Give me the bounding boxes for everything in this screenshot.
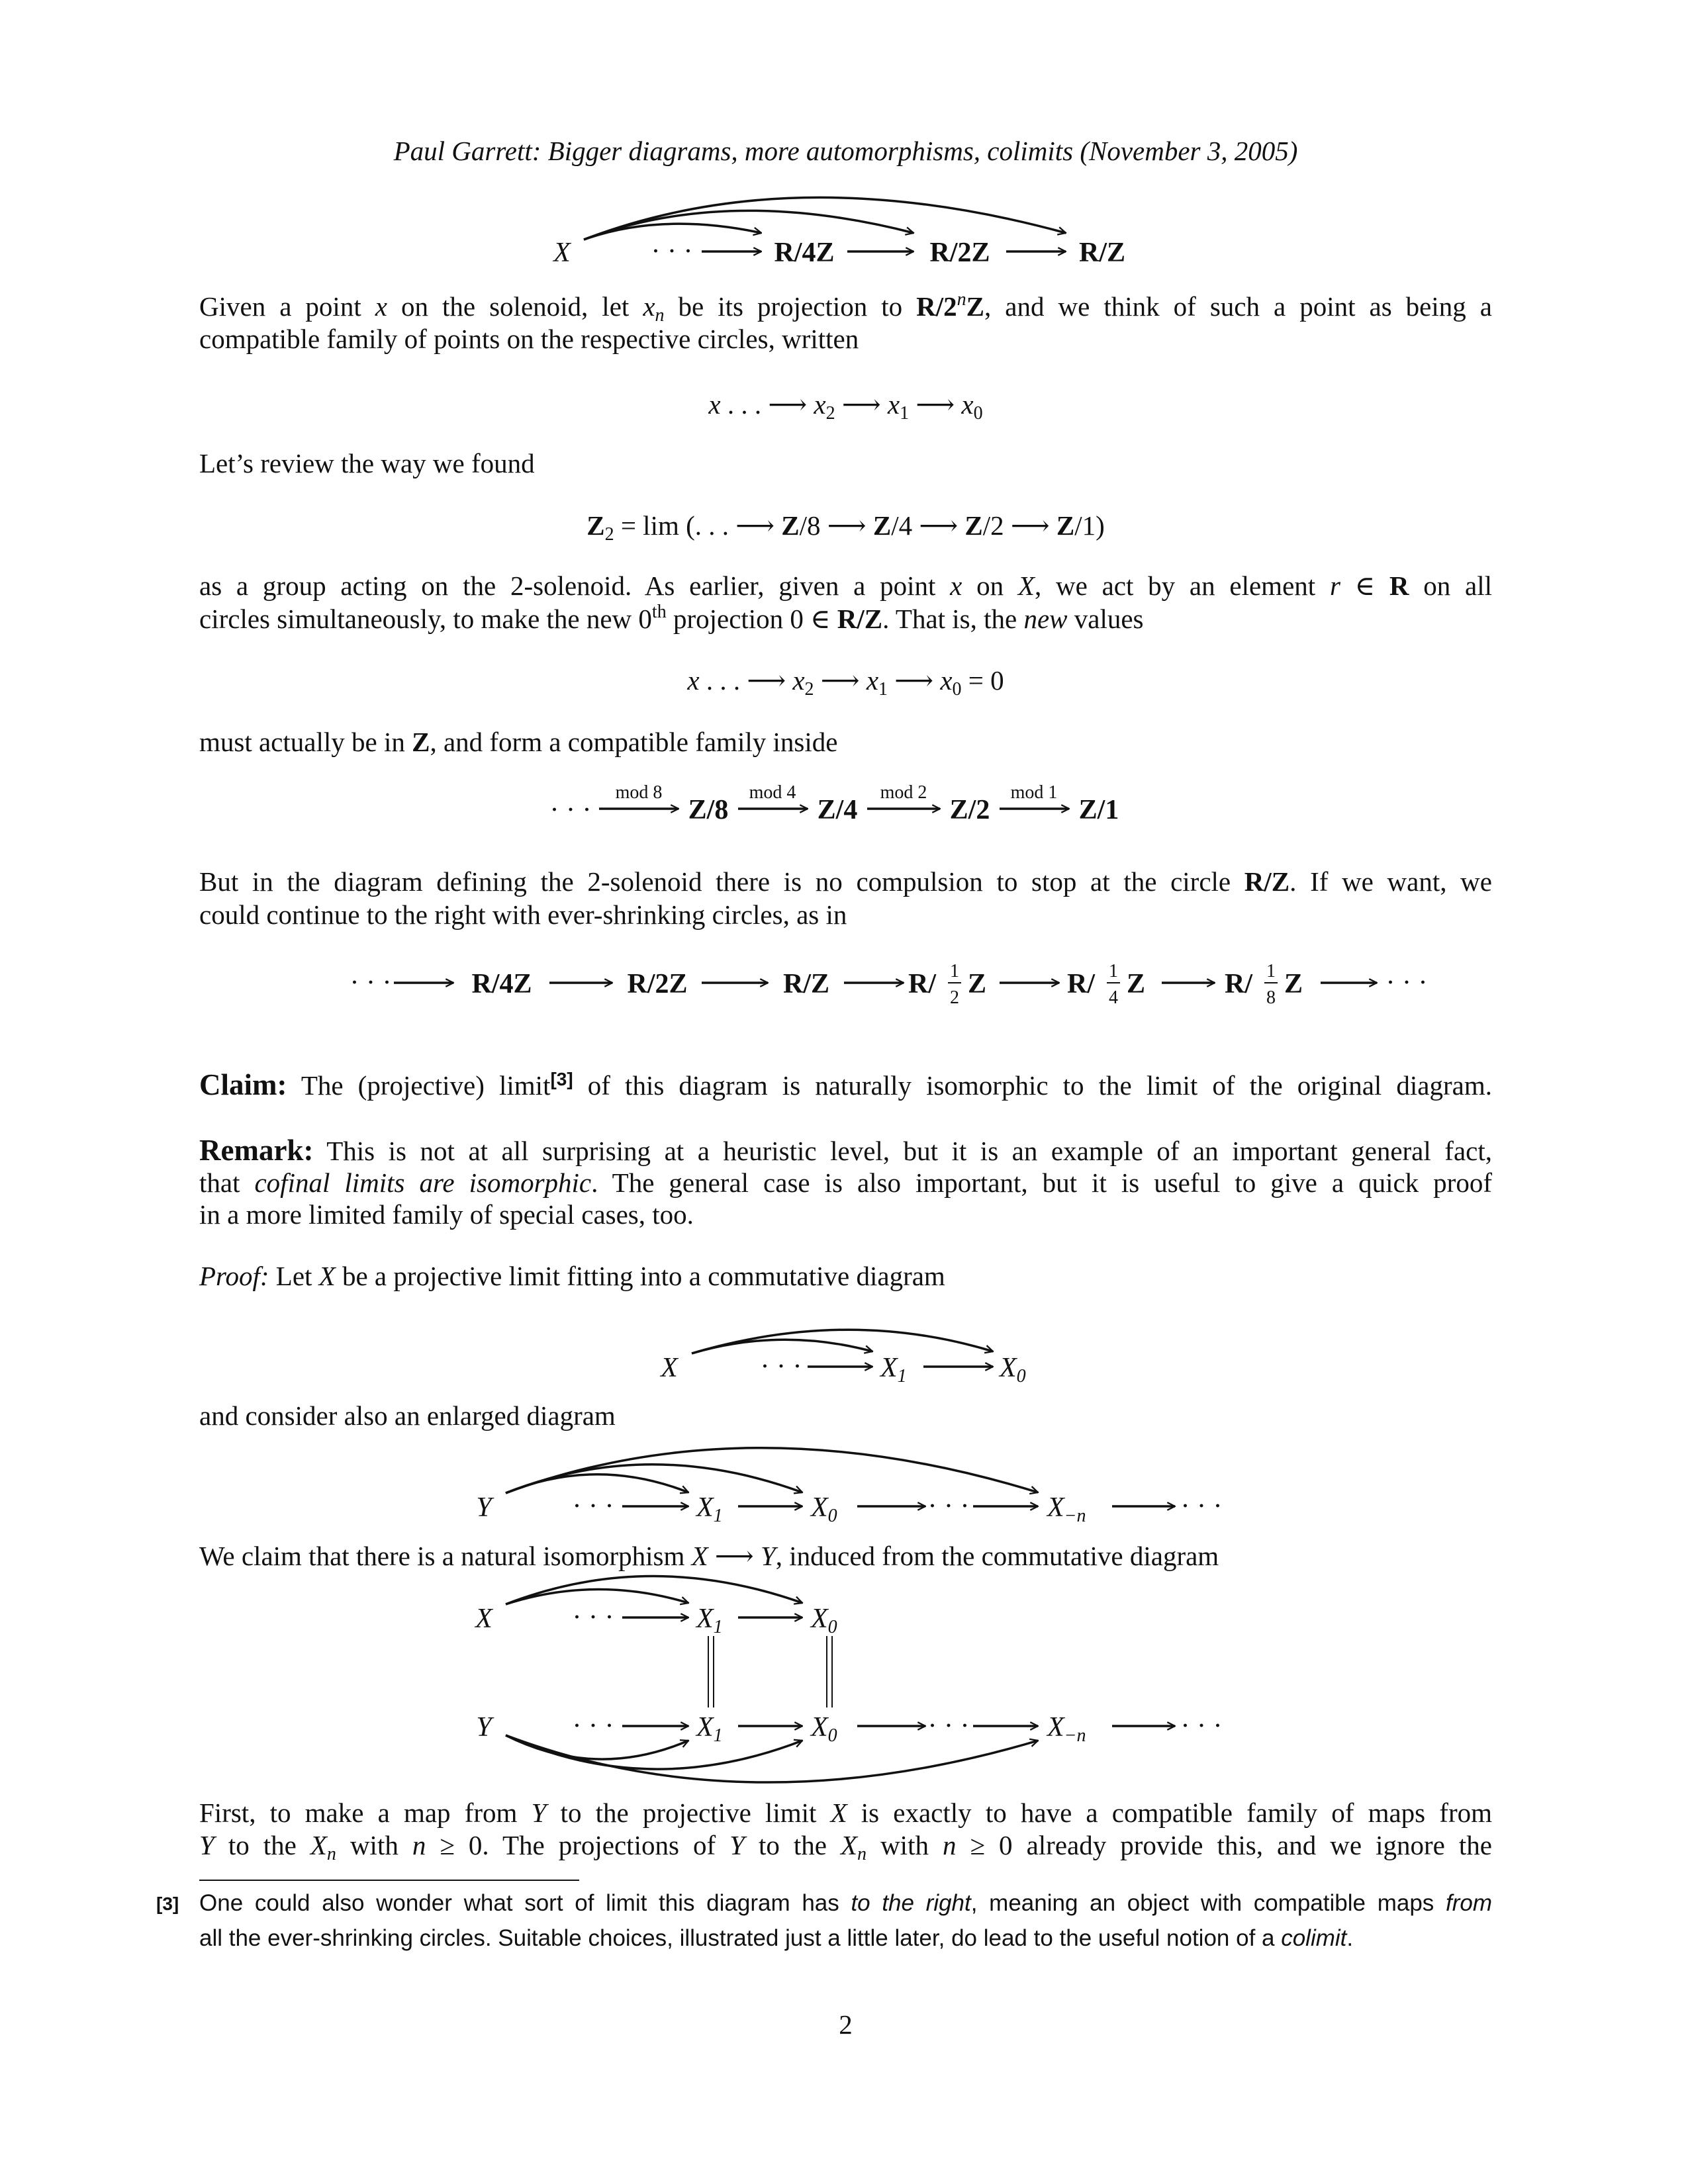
text-span: X (310, 1830, 327, 1860)
frac-num: 1 (1109, 961, 1118, 981)
text-span: The (projective) limit (287, 1070, 551, 1101)
text-span: R/2 (916, 291, 957, 322)
node-post: Z (1284, 969, 1303, 999)
text-span: Claim: (199, 1068, 287, 1101)
text-span: We claim that there is a natural isomorphism (199, 1541, 692, 1571)
text-span: ⟶ (835, 389, 888, 420)
text-span: in a more limited family of special cases, too. (199, 1199, 694, 1230)
dots: · · · (1180, 1491, 1223, 1522)
text-span: /4 ⟶ (891, 510, 965, 541)
text-span: Let (269, 1261, 319, 1291)
node-X1: X1 (696, 1492, 723, 1526)
text-span: n (412, 1830, 426, 1860)
footnote-reference[interactable]: [3] (550, 1069, 573, 1089)
text-span: x (950, 570, 962, 601)
text-span: from (1445, 1890, 1492, 1916)
arrow-label: mod 8 (615, 782, 663, 803)
node-pre: R/ (908, 969, 936, 999)
node-X0: X0 (1000, 1353, 1026, 1387)
text-span: . (1346, 1925, 1354, 1951)
text-span: . That is, the (882, 604, 1024, 634)
text-span: n (655, 305, 665, 326)
node-X: X (661, 1353, 678, 1383)
text-span: on (962, 570, 1018, 601)
text-span: 1 (878, 679, 888, 700)
text-span: and consider also an enlarged diagram (199, 1400, 616, 1431)
proof-diagram-arrows (692, 1330, 993, 1367)
text-span: First, to make a map from (199, 1797, 532, 1828)
frac-node (1067, 961, 1145, 1008)
text-span: x (961, 389, 974, 420)
text-span: Z (964, 510, 983, 541)
text-span: /1) (1074, 510, 1105, 541)
text-span: be a projective limit fitting into a commutative diagram (335, 1261, 945, 1291)
text-span: x (940, 665, 953, 696)
text-span: 1 (900, 403, 910, 424)
node: Z/1 (1078, 795, 1119, 825)
text-span: values (1067, 604, 1144, 634)
text-span: ⟶ (888, 665, 941, 696)
text-span: = 0 (961, 665, 1004, 696)
text-span: , induced from the commutative diagram (775, 1541, 1219, 1571)
text-span: with (336, 1830, 412, 1860)
text-span: X (830, 1797, 847, 1828)
text-span: to the projective limit (546, 1797, 831, 1828)
text-span: ⟶ (814, 665, 867, 696)
node: Z/8 (688, 795, 729, 825)
text-span: to the right (851, 1890, 971, 1916)
node-X: X (553, 238, 571, 268)
text-span: x (887, 389, 900, 420)
text-span: compatible family of points on the respective circles, written (199, 324, 859, 354)
frac-node (908, 961, 986, 1008)
node-post: Z (968, 969, 987, 999)
node: Z/2 (949, 795, 990, 825)
text-span: . The general case is also important, but it is useful to give a quick proof (591, 1167, 1492, 1198)
text-span: of this diagram is naturally isomorphic to the limit of the original diagram. (573, 1070, 1493, 1101)
text-span: , and we think of such a point as being a (984, 291, 1492, 322)
text-span: . . . ⟶ (720, 389, 814, 420)
text-span: Y (531, 1797, 547, 1828)
text-span: colimit (1281, 1925, 1347, 1951)
dots: · · · (651, 236, 693, 267)
text-span: new (1023, 604, 1068, 634)
text-span: Remark: (199, 1134, 314, 1167)
text-span: n (857, 1844, 867, 1864)
text-span: R (1389, 570, 1409, 601)
text-span: could continue to the right with ever-shrinking circles, as in (199, 899, 847, 930)
text-span: 2 (604, 524, 614, 545)
text-span: n (326, 1844, 336, 1864)
text-span: with (867, 1830, 943, 1860)
frac-num: 1 (1266, 961, 1276, 981)
text-span: as a group acting on the 2-solenoid. As earlier, given a point (199, 570, 951, 601)
dots: · · · (1180, 1711, 1223, 1741)
text-span: x (687, 665, 700, 696)
text-span: Let’s review the way we found (199, 448, 535, 478)
node-X0: X0 (811, 1492, 837, 1526)
text-span: all the ever-shrinking circles. Suitable choices, illustrated just a little later, do lead to the useful notion of a (199, 1925, 1282, 1951)
text-span: R/Z (1244, 866, 1290, 897)
text-span: is exactly to have a compatible family of maps from (847, 1797, 1493, 1828)
node: R/4Z (774, 238, 835, 268)
text-span: that (199, 1167, 255, 1198)
text-span: to the (744, 1830, 841, 1860)
text-span: Given a point (199, 291, 375, 322)
node-Y: Y (476, 1712, 492, 1743)
dots: · · · (760, 1351, 802, 1382)
text-span: = lim (. . . ⟶ (614, 510, 782, 541)
text-span: x (866, 665, 879, 696)
text-span: n (957, 289, 966, 310)
node: R/2Z (627, 969, 688, 999)
text-span: X (691, 1541, 708, 1571)
text-span: X (841, 1830, 858, 1860)
node-X1: X1 (880, 1353, 907, 1387)
text-span: ≥ 0. The projections of (426, 1830, 730, 1860)
text-span: r (1329, 570, 1340, 601)
text-span: One could also wonder what sort of limit this diagram has (199, 1890, 851, 1916)
text-span: ⟶ (708, 1541, 761, 1571)
text-span: x (643, 291, 655, 322)
text-span: x (375, 291, 387, 322)
frac-den: 4 (1109, 987, 1118, 1008)
text-span: cofinal limits are isomorphic (254, 1167, 592, 1198)
dots: · · · (927, 1491, 970, 1522)
node-X-n: X−n (1047, 1492, 1086, 1526)
running-header: Paul Garrett: Bigger diagrams, more automorphisms, colimits (November 3, 2005) (393, 136, 1298, 166)
text-span: projection 0 ∈ (666, 604, 837, 634)
text-span: X (318, 1261, 336, 1291)
text-span: circles simultaneously, to make the new 0 (199, 604, 652, 634)
text-span: Z (1056, 510, 1075, 541)
text-span: Y (729, 1830, 745, 1860)
text-span: X (1017, 570, 1035, 601)
text-span: th (651, 602, 667, 622)
text-span: x (814, 389, 826, 420)
equality-lines (708, 1636, 832, 1707)
text-span: Z (872, 510, 892, 541)
node-X0: X0 (811, 1604, 837, 1637)
dots: · · · (927, 1711, 970, 1741)
text-span: ⟶ (909, 389, 962, 420)
text-span: Y (760, 1541, 776, 1571)
dots: · · · (1385, 968, 1428, 998)
node-X0: X0 (811, 1712, 837, 1746)
text-span: n (943, 1830, 957, 1860)
text-span: Z (586, 510, 605, 541)
text-span: must actually be in (199, 727, 412, 757)
frac-num: 1 (950, 961, 959, 981)
frac-den: 2 (950, 987, 959, 1008)
frac-node (1225, 961, 1303, 1008)
text-span: Proof: (199, 1261, 269, 1291)
page-number: 2 (839, 2009, 853, 2040)
node: Z/4 (817, 795, 858, 825)
text-span: ≥ 0 already provide this, and we ignore the (956, 1830, 1492, 1860)
arrow-label: mod 4 (749, 782, 796, 803)
node: R/Z (1078, 238, 1126, 268)
text-span: x (708, 389, 721, 420)
text-span: 0 (952, 679, 962, 700)
text-span: 0 (973, 403, 983, 424)
arrow-label: mod 1 (1010, 782, 1058, 803)
dots: · · · (549, 795, 592, 825)
dots: · · · (572, 1491, 614, 1522)
node: R/4Z (471, 969, 532, 999)
dots: · · · (350, 968, 392, 998)
node: R/Z (782, 969, 830, 999)
dots: · · · (572, 1602, 614, 1633)
arrow-label: mod 2 (880, 782, 927, 803)
text-span: . If we want, we (1289, 866, 1492, 897)
node-X: X (475, 1604, 492, 1634)
dots: · · · (572, 1711, 614, 1741)
text-span: Z (412, 727, 430, 757)
node-X1: X1 (696, 1604, 723, 1637)
text-span: to the (214, 1830, 310, 1860)
text-span: on all (1409, 570, 1492, 601)
text-span: , meaning an object with compatible maps (970, 1890, 1446, 1916)
footnote-marker: [3] (156, 1893, 179, 1914)
text-span: 2 (804, 679, 814, 700)
text-span: be its projection to (664, 291, 917, 322)
frac-den: 8 (1266, 987, 1276, 1008)
text-span: Z (781, 510, 800, 541)
node-post: Z (1127, 969, 1146, 999)
text-span: Y (199, 1830, 214, 1860)
node-X1: X1 (696, 1712, 723, 1746)
node-pre: R/ (1225, 969, 1252, 999)
node-X-n: X−n (1047, 1712, 1086, 1746)
node: R/2Z (929, 238, 990, 268)
node-pre: R/ (1067, 969, 1095, 999)
text-span: But in the diagram defining the 2-solenoid there is no compulsion to stop at the circle (199, 866, 1244, 897)
text-span: This is not at all surprising at a heuristic level, but it is an example of an important general fact, (313, 1136, 1492, 1166)
text-span: . . . ⟶ (699, 665, 793, 696)
text-span: , and form a compatible family inside (430, 727, 838, 757)
text-span: x (792, 665, 805, 696)
text-span: Z (966, 291, 985, 322)
node-Y: Y (476, 1492, 492, 1523)
text-span: , we act by an element (1034, 570, 1330, 601)
text-span: ∈ (1340, 570, 1389, 601)
text-span: /2 ⟶ (982, 510, 1056, 541)
text-span: /8 ⟶ (799, 510, 873, 541)
text-span: 2 (825, 403, 835, 424)
text-span: on the solenoid, let (387, 291, 643, 322)
text-span: R/Z (837, 604, 883, 634)
